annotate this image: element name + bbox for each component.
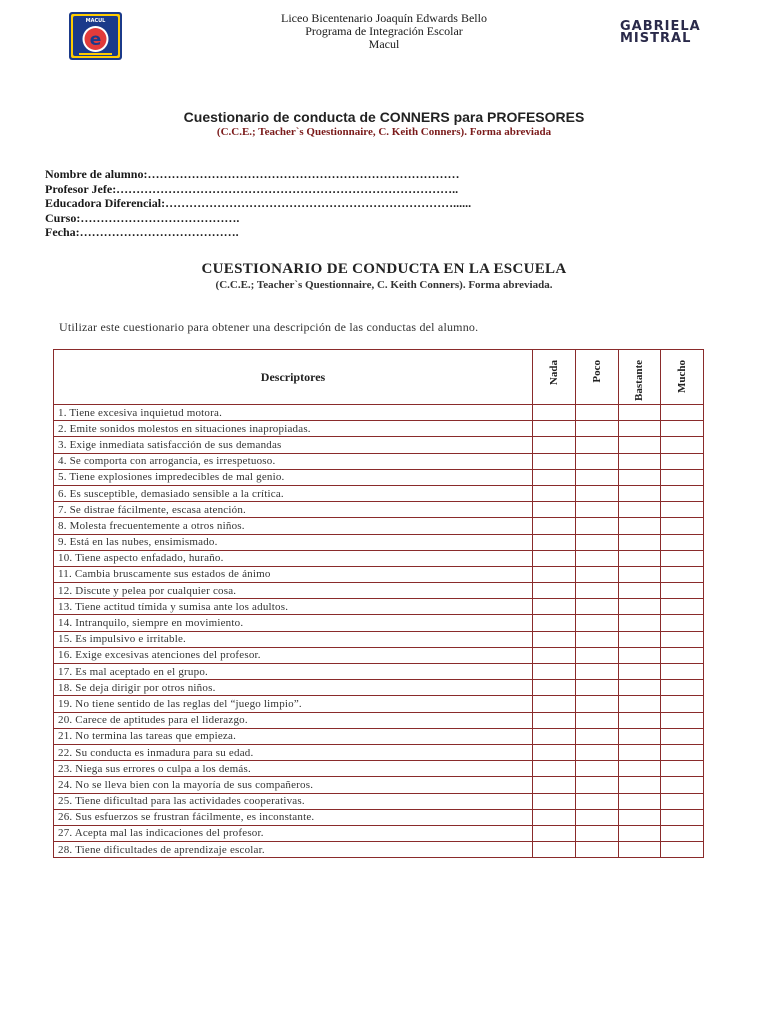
answer-cell-nada[interactable] <box>533 566 576 582</box>
answer-cell-mucho[interactable] <box>661 631 704 647</box>
descriptor-cell: 17. Es mal aceptado en el grupo. <box>54 664 533 680</box>
table-row <box>54 534 704 550</box>
logo-brand-line1: GABRIELA <box>620 19 701 34</box>
descriptor-cell: 3. Exige inmediata satisfacción de sus demandas <box>54 437 533 453</box>
answer-cell-nada[interactable] <box>533 728 576 744</box>
answer-cell-nada[interactable] <box>533 696 576 712</box>
answer-cell-bastante[interactable] <box>618 777 661 793</box>
descriptor-cell: 16. Exige excesivas atenciones del profesor. <box>54 647 533 663</box>
table-row <box>54 631 704 647</box>
answer-cell-poco[interactable] <box>575 793 618 809</box>
table-row <box>54 744 704 760</box>
answer-cell-bastante[interactable] <box>618 453 661 469</box>
answer-cell-bastante[interactable] <box>618 712 661 728</box>
answer-cell-poco[interactable] <box>575 485 618 501</box>
answer-cell-mucho[interactable] <box>661 437 704 453</box>
answer-cell-bastante[interactable] <box>618 566 661 582</box>
answer-cell-poco[interactable] <box>575 566 618 582</box>
document-subtitle: (C.C.E.; Teacher`s Questionnaire, C. Keith Conners). Forma abreviada <box>216 126 552 138</box>
answer-cell-poco[interactable] <box>575 680 618 696</box>
answer-cell-mucho[interactable] <box>661 696 704 712</box>
answer-cell-nada[interactable] <box>533 518 576 534</box>
answer-cell-bastante[interactable] <box>618 664 661 680</box>
descriptor-cell: 5. Tiene explosiones impredecibles de mal genio. <box>54 469 533 485</box>
macul-logo <box>69 12 122 60</box>
answer-cell-mucho[interactable] <box>661 793 704 809</box>
answer-cell-mucho[interactable] <box>661 469 704 485</box>
answer-cell-nada[interactable] <box>533 680 576 696</box>
answer-cell-mucho[interactable] <box>661 825 704 841</box>
answer-cell-mucho[interactable] <box>661 485 704 501</box>
table-row <box>54 518 704 534</box>
answer-cell-mucho[interactable] <box>661 664 704 680</box>
table-row <box>54 502 704 518</box>
table-row <box>54 421 704 437</box>
descriptor-cell: 18. Se deja dirigir por otros niños. <box>54 680 533 696</box>
table-row <box>54 550 704 566</box>
header-line-school: Liceo Bicentenario Joaquín Edwards Bello <box>281 11 487 25</box>
table-row <box>54 647 704 663</box>
table-row <box>54 777 704 793</box>
answer-cell-bastante[interactable] <box>618 405 661 421</box>
descriptor-cell: 13. Tiene actitud tímida y sumisa ante los adultos. <box>54 599 533 615</box>
answer-cell-bastante[interactable] <box>618 421 661 437</box>
answer-cell-poco[interactable] <box>575 842 618 858</box>
table-row <box>54 842 704 858</box>
section-title: CUESTIONARIO DE CONDUCTA EN LA ESCUELA <box>201 261 567 277</box>
answer-cell-poco[interactable] <box>575 502 618 518</box>
document-title: Cuestionario de conducta de CONNERS para PROFESORES <box>183 109 585 125</box>
answer-cell-poco[interactable] <box>575 825 618 841</box>
table-row <box>54 566 704 582</box>
header-option-poco: Poco <box>575 350 618 405</box>
answer-cell-mucho[interactable] <box>661 566 704 582</box>
answer-cell-bastante[interactable] <box>618 647 661 663</box>
answer-cell-bastante[interactable] <box>618 728 661 744</box>
answer-cell-poco[interactable] <box>575 550 618 566</box>
table-row <box>54 680 704 696</box>
answer-cell-nada[interactable] <box>533 534 576 550</box>
answer-cell-mucho[interactable] <box>661 421 704 437</box>
school-header <box>230 12 538 51</box>
answer-cell-nada[interactable] <box>533 744 576 760</box>
answer-cell-poco[interactable] <box>575 421 618 437</box>
answer-cell-poco[interactable] <box>575 631 618 647</box>
answer-cell-nada[interactable] <box>533 712 576 728</box>
answer-cell-poco[interactable] <box>575 534 618 550</box>
table-row <box>54 809 704 825</box>
answer-cell-bastante[interactable] <box>618 599 661 615</box>
table-row <box>54 664 704 680</box>
answer-cell-nada[interactable] <box>533 777 576 793</box>
svg-text:MACUL: MACUL <box>85 18 106 24</box>
answer-cell-mucho[interactable] <box>661 534 704 550</box>
answer-cell-nada[interactable] <box>533 615 576 631</box>
conners-questionnaire-table <box>53 349 704 858</box>
field-student-name[interactable]: Nombre de alumno:…………………………………………………………………… <box>45 167 460 181</box>
answer-cell-poco[interactable] <box>575 761 618 777</box>
table-row <box>54 485 704 501</box>
answer-cell-nada[interactable] <box>533 664 576 680</box>
table-row <box>54 615 704 631</box>
table-row <box>54 405 704 421</box>
answer-cell-nada[interactable] <box>533 405 576 421</box>
answer-cell-bastante[interactable] <box>618 583 661 599</box>
answer-cell-bastante[interactable] <box>618 842 661 858</box>
answer-cell-poco[interactable] <box>575 469 618 485</box>
descriptor-cell: 14. Intranquilo, siempre en movimiento. <box>54 615 533 631</box>
descriptor-cell: 20. Carece de aptitudes para el liderazgo. <box>54 712 533 728</box>
descriptor-cell: 2. Emite sonidos molestos en situaciones inapropiadas. <box>54 421 533 437</box>
answer-cell-poco[interactable] <box>575 599 618 615</box>
answer-cell-poco[interactable] <box>575 615 618 631</box>
answer-cell-bastante[interactable] <box>618 696 661 712</box>
answer-cell-nada[interactable] <box>533 631 576 647</box>
answer-cell-poco[interactable] <box>575 728 618 744</box>
answer-cell-mucho[interactable] <box>661 761 704 777</box>
table-row <box>54 583 704 599</box>
gabriela-mistral-logo <box>620 17 720 57</box>
table-row <box>54 728 704 744</box>
answer-cell-bastante[interactable] <box>618 761 661 777</box>
table-row <box>54 825 704 841</box>
header-option-nada: Nada <box>533 350 576 405</box>
field-date[interactable]: Fecha:…………………………………. <box>45 225 239 239</box>
answer-cell-bastante[interactable] <box>618 631 661 647</box>
descriptor-cell: 1. Tiene excesiva inquietud motora. <box>54 405 533 421</box>
logo-brand-line2: MISTRAL <box>620 31 692 46</box>
header-line-program: Programa de Integración Escolar <box>305 24 463 38</box>
descriptor-cell: 12. Discute y pelea por cualquier cosa. <box>54 583 533 599</box>
answer-cell-nada[interactable] <box>533 485 576 501</box>
answer-cell-mucho[interactable] <box>661 728 704 744</box>
answer-cell-poco[interactable] <box>575 518 618 534</box>
answer-cell-poco[interactable] <box>575 405 618 421</box>
answer-cell-mucho[interactable] <box>661 453 704 469</box>
descriptor-cell: 24. No se lleva bien con la mayoría de sus compañeros. <box>54 777 533 793</box>
answer-cell-nada[interactable] <box>533 421 576 437</box>
answer-cell-nada[interactable] <box>533 583 576 599</box>
answer-cell-bastante[interactable] <box>618 437 661 453</box>
descriptor-cell: 10. Tiene aspecto enfadado, huraño. <box>54 550 533 566</box>
table-row <box>54 712 704 728</box>
answer-cell-mucho[interactable] <box>661 842 704 858</box>
answer-cell-mucho[interactable] <box>661 583 704 599</box>
answer-cell-mucho[interactable] <box>661 680 704 696</box>
section-subtitle: (C.C.E.; Teacher`s Questionnaire, C. Keith Conners). Forma abreviada. <box>215 279 553 291</box>
descriptor-cell: 11. Cambia bruscamente sus estados de ánimo <box>54 566 533 582</box>
answer-cell-nada[interactable] <box>533 842 576 858</box>
field-special-educator[interactable]: Educadora Diferencial:………………………………………………………………...... <box>45 196 472 210</box>
answer-cell-nada[interactable] <box>533 469 576 485</box>
descriptor-cell: 4. Se comporta con arrogancia, es irrespetuoso. <box>54 453 533 469</box>
answer-cell-bastante[interactable] <box>618 825 661 841</box>
table-row <box>54 469 704 485</box>
answer-cell-mucho[interactable] <box>661 599 704 615</box>
answer-cell-poco[interactable] <box>575 712 618 728</box>
answer-cell-bastante[interactable] <box>618 469 661 485</box>
descriptor-cell: 27. Acepta mal las indicaciones del profesor. <box>54 825 533 841</box>
descriptor-cell: 25. Tiene dificultad para las actividades cooperativas. <box>54 793 533 809</box>
answer-cell-nada[interactable] <box>533 647 576 663</box>
answer-cell-nada[interactable] <box>533 437 576 453</box>
answer-cell-nada[interactable] <box>533 761 576 777</box>
answer-cell-bastante[interactable] <box>618 615 661 631</box>
header-line-commune: Macul <box>368 37 400 51</box>
answer-cell-poco[interactable] <box>575 809 618 825</box>
descriptor-cell: 26. Sus esfuerzos se frustran fácilmente, es inconstante. <box>54 809 533 825</box>
table-row <box>54 599 704 615</box>
answer-cell-poco[interactable] <box>575 696 618 712</box>
answer-cell-nada[interactable] <box>533 453 576 469</box>
student-info-fields <box>45 167 565 240</box>
answer-cell-mucho[interactable] <box>661 647 704 663</box>
answer-cell-mucho[interactable] <box>661 615 704 631</box>
answer-cell-bastante[interactable] <box>618 485 661 501</box>
descriptor-cell: 9. Está en las nubes, ensimismado. <box>54 534 533 550</box>
answer-cell-nada[interactable] <box>533 825 576 841</box>
field-course[interactable]: Curso:…………………………………. <box>45 210 240 225</box>
answer-cell-bastante[interactable] <box>618 550 661 566</box>
field-head-teacher[interactable]: Profesor Jefe:………………………………………………………………………….. <box>45 181 459 196</box>
answer-cell-poco[interactable] <box>575 664 618 680</box>
answer-cell-bastante[interactable] <box>618 680 661 696</box>
answer-cell-mucho[interactable] <box>661 550 704 566</box>
answer-cell-poco[interactable] <box>575 583 618 599</box>
answer-cell-nada[interactable] <box>533 793 576 809</box>
table-row <box>54 696 704 712</box>
answer-cell-bastante[interactable] <box>618 534 661 550</box>
descriptor-cell: 15. Es impulsivo e irritable. <box>54 631 533 647</box>
header-option-mucho: Mucho <box>661 350 704 405</box>
descriptor-cell: 8. Molesta frecuentemente a otros niños. <box>54 518 533 534</box>
answer-cell-bastante[interactable] <box>618 518 661 534</box>
header-descriptors: Descriptores <box>54 350 533 405</box>
table-header-row <box>54 350 704 405</box>
answer-cell-poco[interactable] <box>575 744 618 760</box>
answer-cell-mucho[interactable] <box>661 809 704 825</box>
answer-cell-bastante[interactable] <box>618 502 661 518</box>
svg-text:e: e <box>89 30 102 50</box>
logo-brand <box>620 21 720 45</box>
answer-cell-bastante[interactable] <box>618 744 661 760</box>
answer-cell-poco[interactable] <box>575 647 618 663</box>
table-row <box>54 437 704 453</box>
table-row <box>54 761 704 777</box>
descriptor-cell: 28. Tiene dificultades de aprendizaje escolar. <box>54 842 533 858</box>
answer-cell-mucho[interactable] <box>661 518 704 534</box>
answer-cell-poco[interactable] <box>575 777 618 793</box>
answer-cell-mucho[interactable] <box>661 777 704 793</box>
answer-cell-poco[interactable] <box>575 453 618 469</box>
table-row <box>54 793 704 809</box>
answer-cell-nada[interactable] <box>533 550 576 566</box>
answer-cell-mucho[interactable] <box>661 712 704 728</box>
table-body <box>54 405 704 858</box>
descriptor-cell: 7. Se distrae fácilmente, escasa atención. <box>54 502 533 518</box>
answer-cell-bastante[interactable] <box>618 809 661 825</box>
descriptor-cell: 22. Su conducta es inmadura para su edad. <box>54 744 533 760</box>
answer-cell-mucho[interactable] <box>661 405 704 421</box>
descriptor-cell: 21. No termina las tareas que empieza. <box>54 728 533 744</box>
descriptor-cell: 6. Es susceptible, demasiado sensible a la crítica. <box>54 485 533 501</box>
header-option-bastante: Bastante <box>618 350 661 405</box>
logo-sub-line <box>620 46 720 50</box>
answer-cell-mucho[interactable] <box>661 744 704 760</box>
answer-cell-nada[interactable] <box>533 809 576 825</box>
answer-cell-nada[interactable] <box>533 502 576 518</box>
table-row <box>54 453 704 469</box>
descriptor-cell: 19. No tiene sentido de las reglas del “juego limpio”. <box>54 696 533 712</box>
answer-cell-mucho[interactable] <box>661 502 704 518</box>
answer-cell-nada[interactable] <box>533 599 576 615</box>
instructions-text: Utilizar este cuestionario para obtener una descripción de las conductas del alumno. <box>59 320 479 334</box>
answer-cell-bastante[interactable] <box>618 793 661 809</box>
descriptor-cell: 23. Niega sus errores o culpa a los demás. <box>54 761 533 777</box>
answer-cell-poco[interactable] <box>575 437 618 453</box>
